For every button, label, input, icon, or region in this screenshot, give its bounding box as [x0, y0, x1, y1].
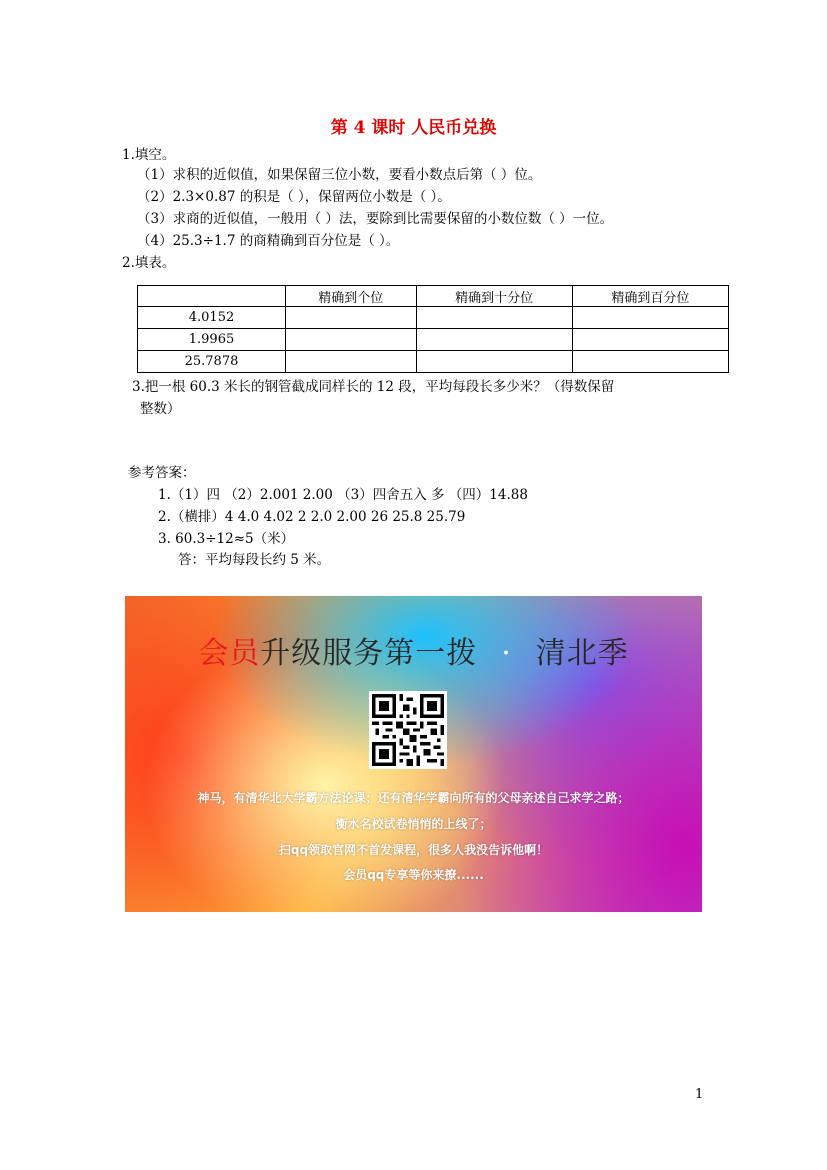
table-header-row [138, 286, 729, 307]
q1-heading: 1.填空。 [122, 147, 176, 163]
answers-heading: 参考答案： [128, 465, 196, 481]
banner-line-3: 扫qq领取官网不首发课程，很多人我没告诉他啊！ [278, 843, 549, 857]
answer-line-1: 1.（1）四 （2）2.001 2.00 （3）四舍五入 多 （四）14.88 [158, 487, 528, 503]
table-cell-blank [572, 307, 728, 329]
table-cell-blank [416, 329, 572, 351]
banner-title-main: 升级服务第一拨 [260, 636, 478, 671]
table-row-value: 1.9965 [138, 329, 286, 351]
q3-text-cont: 整数） [140, 401, 181, 417]
table-row [138, 329, 729, 351]
table-header-hundredths: 精确到百分位 [572, 286, 728, 307]
banner-title-red: 会员 [198, 636, 261, 671]
banner-title-dot: · [501, 636, 512, 671]
q2-heading: 2.填表。 [122, 255, 176, 271]
banner-line-1: 神马，有清华北大学霸方法论课；还有清华学霸向所有的父母亲述自己求学之路； [197, 791, 630, 805]
banner-title [125, 628, 702, 672]
table-cell-blank [572, 351, 728, 373]
q1-item-1: （1）求积的近似值，如果保留三位小数，要看小数点后第（ ）位。 [137, 167, 542, 183]
table-cell-blank [416, 351, 572, 373]
membership-banner[interactable] [125, 596, 702, 912]
table-row [138, 307, 729, 329]
banner-title-right: 清北季 [535, 636, 629, 671]
q1-item-3: （3）求商的近似值，一般用（ ）法，要除到比需要保留的小数位数（ ）一位。 [137, 211, 614, 227]
page-title: 第 4 课时 人民币兑换 [330, 118, 497, 138]
page-number: 1 [695, 1087, 704, 1102]
answer-line-4: 答：平均每段长约 5 米。 [178, 552, 331, 568]
table-header-blank [138, 286, 286, 307]
table-header-tenths: 精确到十分位 [416, 286, 572, 307]
table-row-value: 25.7878 [138, 351, 286, 373]
table-row-value: 4.0152 [138, 307, 286, 329]
answer-line-3: 3. 60.3÷12≈5（米） [158, 531, 295, 547]
table-cell-blank [572, 329, 728, 351]
table-cell-blank [286, 307, 417, 329]
table-header-ones: 精确到个位 [286, 286, 417, 307]
q3-text: 3.把一根 60.3 米长的钢管截成同样长的 12 段，平均每段长多少米？（得数保留 [132, 379, 615, 395]
banner-line-4: 会员qq专享等你来撩...... [343, 868, 484, 882]
banner-line-2: 衡水名校试卷悄悄的上线了； [335, 817, 492, 831]
answer-line-2: 2.（横排）4 4.0 4.02 2 2.0 2.00 26 25.8 25.79 [158, 509, 466, 525]
q1-item-2: （2）2.3×0.87 的积是（ ），保留两位小数是（ ）。 [137, 189, 451, 205]
rounding-table [137, 285, 729, 373]
table-row [138, 351, 729, 373]
table-cell-blank [286, 329, 417, 351]
table-cell-blank [416, 307, 572, 329]
q1-item-4: （4）25.3÷1.7 的商精确到百分位是（ ）。 [137, 233, 400, 249]
qr-code-icon[interactable] [369, 691, 447, 769]
table-cell-blank [286, 351, 417, 373]
